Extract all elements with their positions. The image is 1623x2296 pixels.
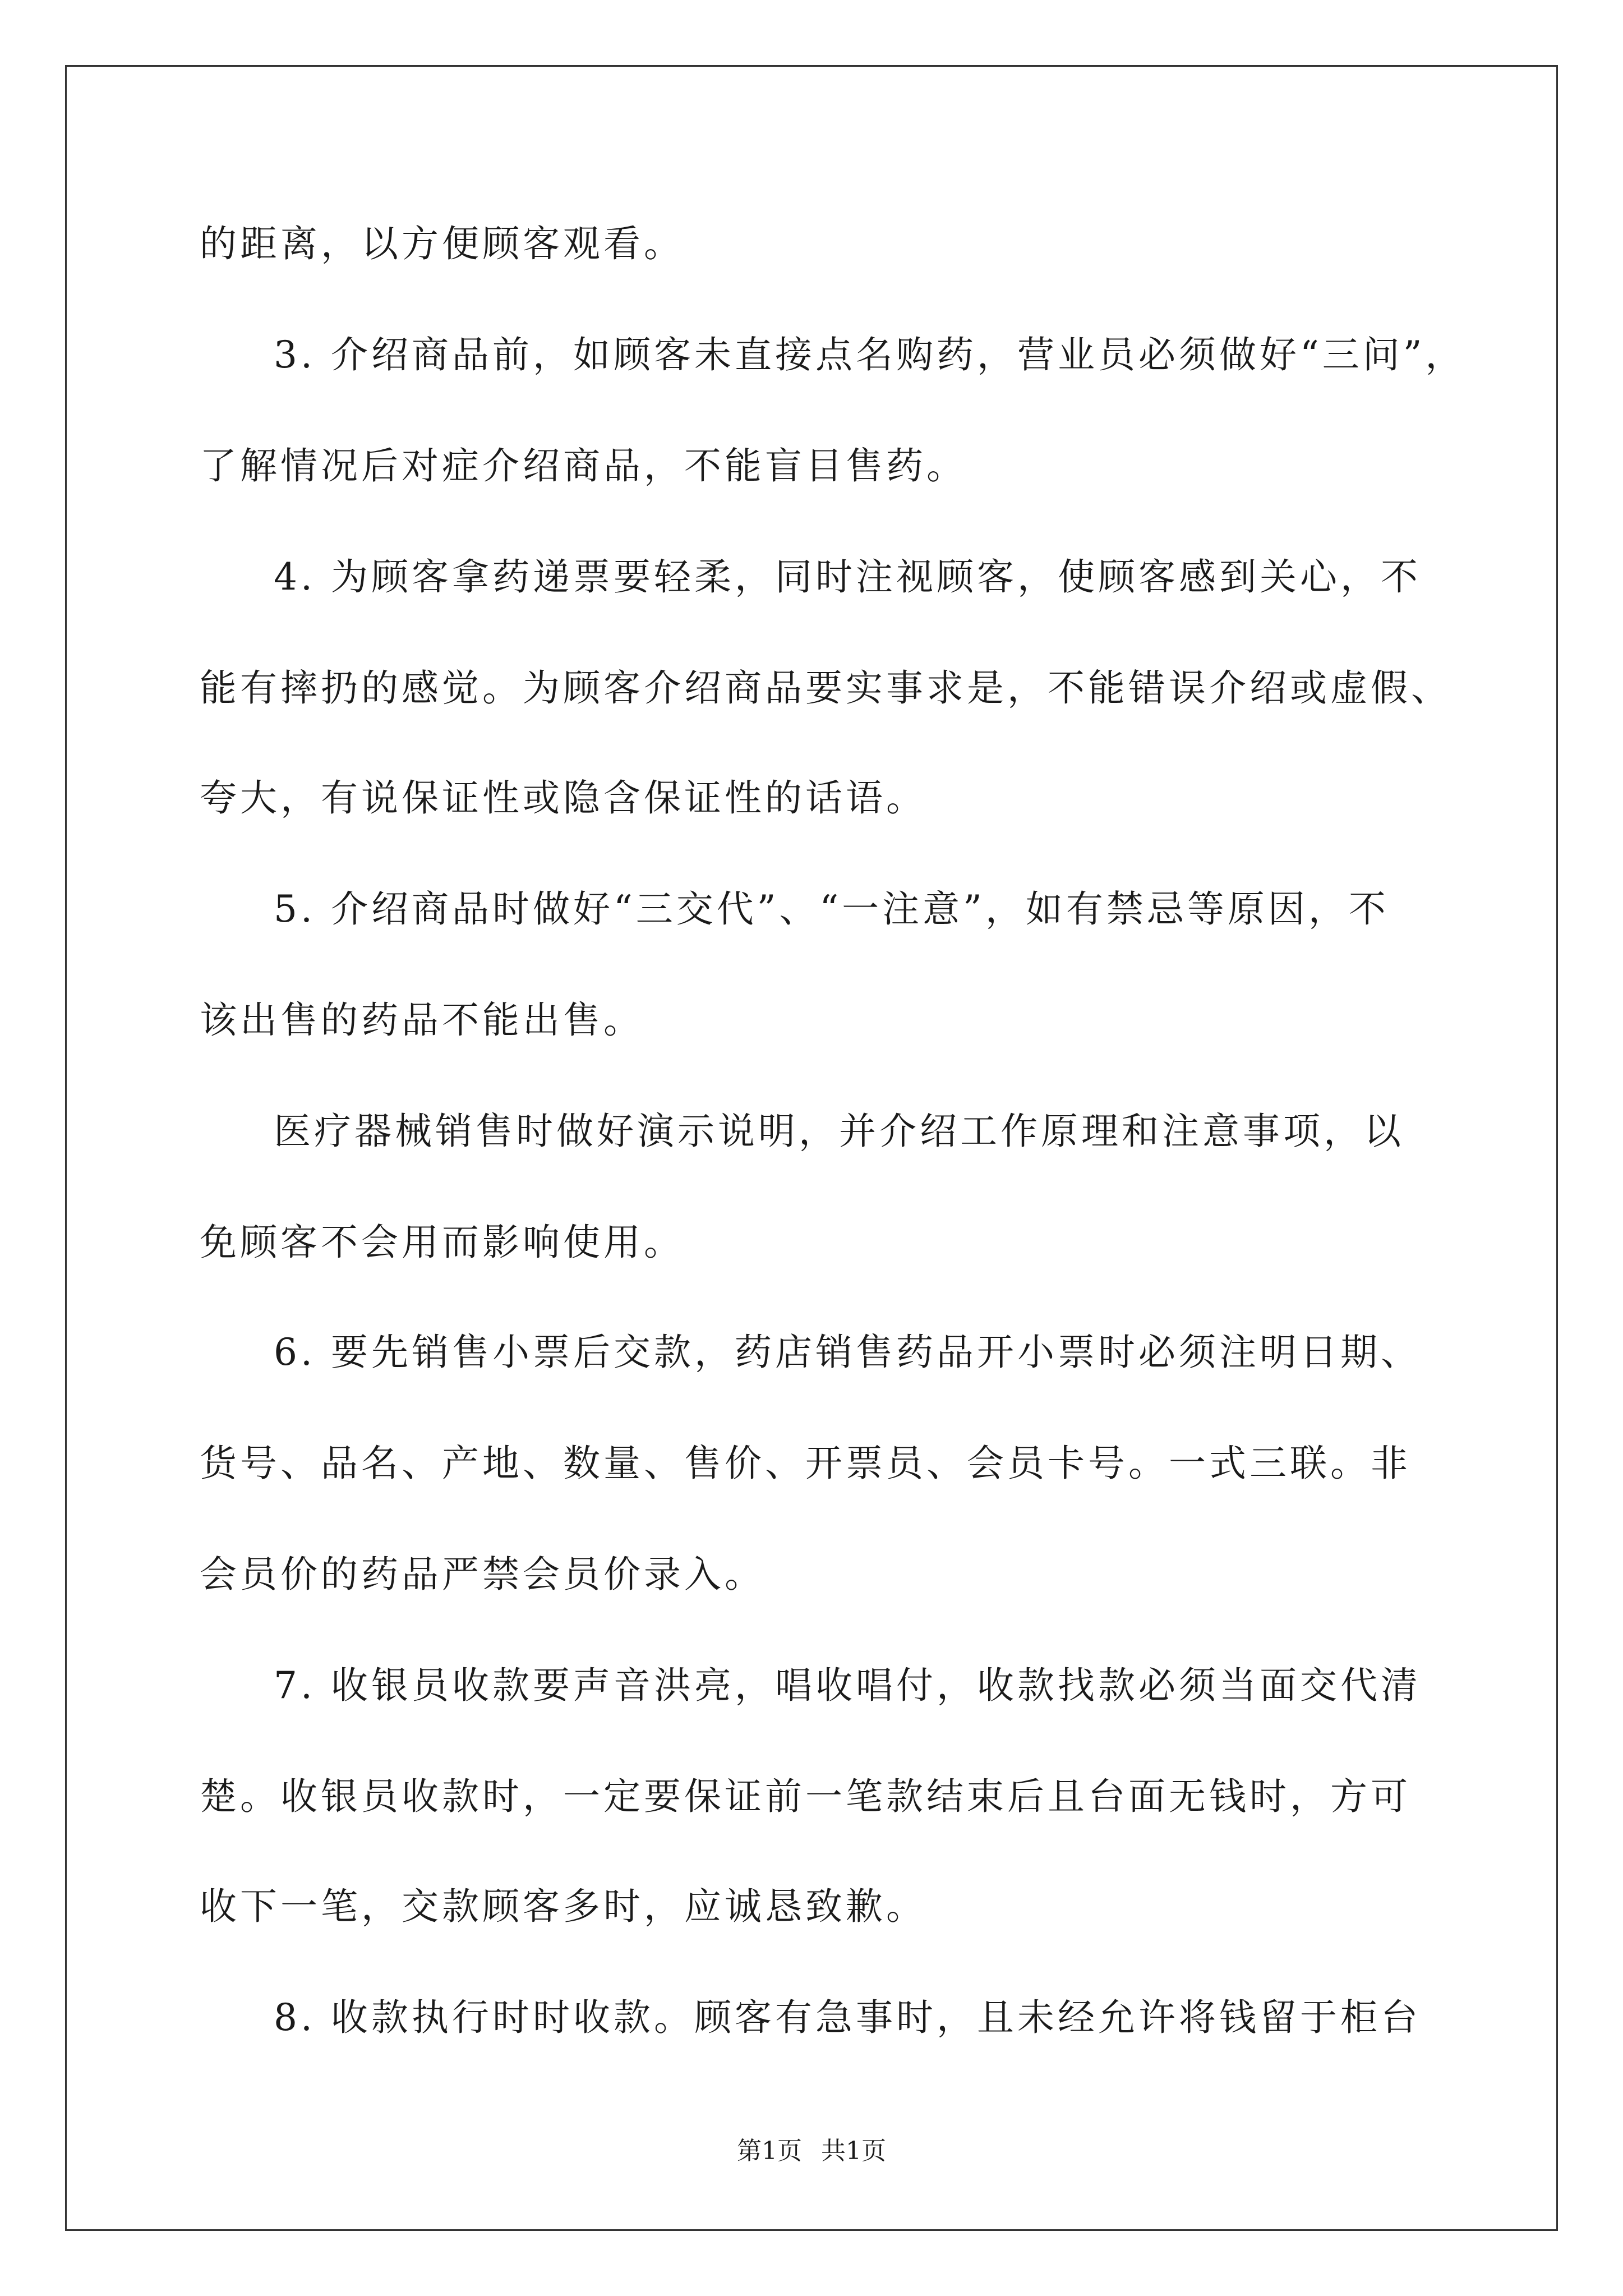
text-line: 能有摔扔的感觉。为顾客介绍商品要实事求是，不能错误介绍或虚假、 xyxy=(200,666,1451,710)
text-line: 3. 介绍商品前，如顾客未直接点名购药，营业员必须做好“三问”， xyxy=(274,333,1466,376)
text-line: 货号、品名、产地、数量、售价、开票员、会员卡号。一式三联。非 xyxy=(200,1442,1411,1485)
text-line: 8. 收款执行时时收款。顾客有急事时，且未经允许将钱留于柜台 xyxy=(274,1996,1421,2039)
text-line: 楚。收银员收款时，一定要保证前一笔款结束后且台面无钱时，方可 xyxy=(200,1775,1411,1818)
text-line: 了解情况后对症介绍商品，不能盲目售药。 xyxy=(200,444,967,487)
text-line: 的距离，以方便顾客观看。 xyxy=(200,222,684,265)
text-line: 6. 要先销售小票后交款，药店销售药品开小票时必须注明日期、 xyxy=(274,1331,1421,1374)
text-line: 收下一笔，交款顾客多时，应诚恳致歉。 xyxy=(200,1885,926,1928)
text-line: 7. 收银员收款要声音洪亮，唱收唱付，收款找款必须当面交代清 xyxy=(274,1664,1421,1707)
text-line: 医疗器械销售时做好演示说明，并介绍工作原理和注意事项，以 xyxy=(274,1110,1404,1153)
page-number: 第1页 xyxy=(737,2137,802,2165)
page-footer xyxy=(0,2134,1623,2168)
text-line: 免顾客不会用而影响使用。 xyxy=(200,1221,684,1264)
text-line: 4. 为顾客拿药递票要轻柔，同时注视顾客，使顾客感到关心，不 xyxy=(274,555,1421,599)
text-line: 该出售的药品不能出售。 xyxy=(200,999,644,1042)
text-line: 会员价的药品严禁会员价录入。 xyxy=(200,1553,765,1596)
text-line: 5. 介绍商品时做好“三交代”、“一注意”，如有禁忌等原因，不 xyxy=(274,887,1389,931)
page-total: 共1页 xyxy=(821,2137,886,2165)
text-line: 夸大，有说保证性或隐含保证性的话语。 xyxy=(200,776,926,820)
